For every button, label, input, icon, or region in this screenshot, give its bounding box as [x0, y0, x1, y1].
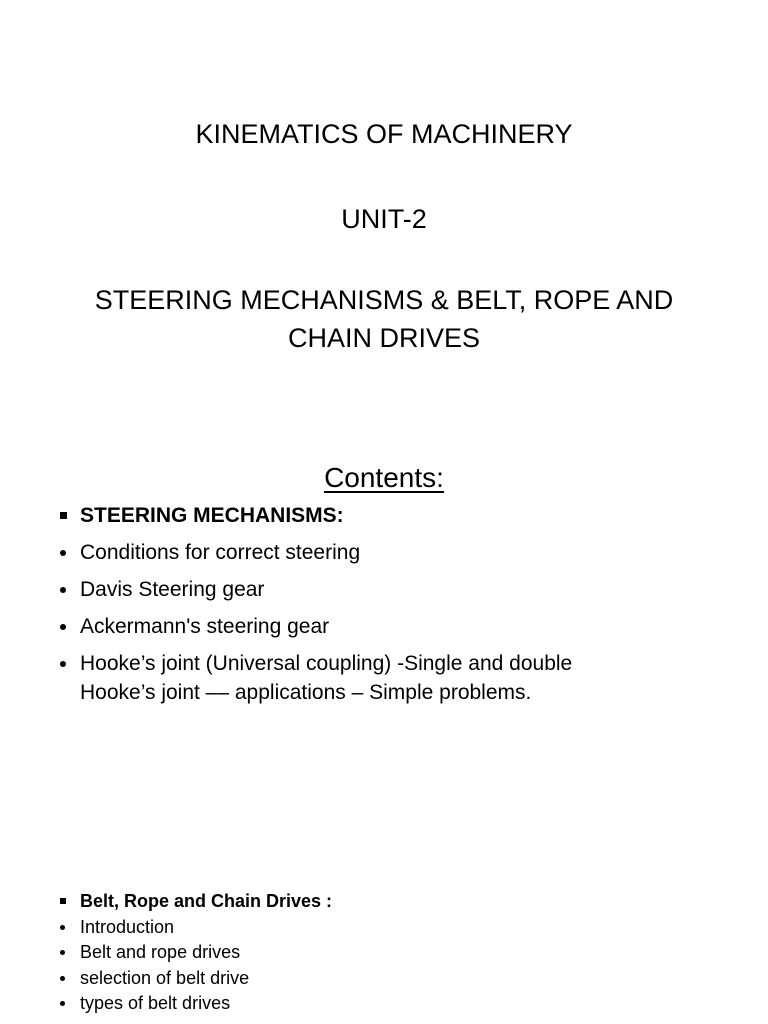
subtitle-line-1: STEERING MECHANISMS & BELT, ROPE AND — [94, 285, 674, 315]
list-item — [0, 966, 768, 992]
bullet-icon — [60, 624, 66, 630]
square-bullet-icon — [60, 898, 66, 904]
bullet-icon — [60, 1001, 65, 1006]
list-item-text: Belt and rope drives — [80, 942, 241, 962]
list-item-text: Davis Steering gear — [80, 578, 265, 601]
list-item-section-heading — [0, 889, 768, 915]
contents-heading: Contents: — [324, 462, 444, 493]
list-item-text: types of belt drives — [80, 993, 231, 1013]
drives-contents-list — [0, 889, 768, 1017]
subtitle — [60, 281, 708, 357]
list-item-text-line-1: Hooke’s joint (Universal coupling) -Single and double — [80, 652, 573, 675]
bullet-icon — [60, 550, 66, 556]
list-item — [0, 575, 768, 604]
list-item — [0, 940, 768, 966]
bullet-icon — [60, 925, 65, 930]
page-title: KINEMATICS OF MACHINERY — [195, 119, 573, 149]
list-item — [0, 915, 768, 941]
list-item-text: Introduction — [80, 916, 175, 937]
list-item — [0, 538, 768, 567]
list-item-text-line-2: Hooke’s joint –– applications – Simple problems. — [80, 681, 532, 704]
list-item-text: Ackermann's steering gear — [80, 615, 330, 638]
subtitle-line-2: CHAIN DRIVES — [287, 323, 481, 353]
bullet-icon — [60, 587, 66, 593]
list-item-text: selection of belt drive — [80, 967, 250, 988]
section-heading-text: STEERING MECHANISMS: — [80, 504, 344, 527]
list-item — [0, 991, 768, 1017]
list-item-text: Conditions for correct steering — [80, 541, 361, 564]
bullet-icon — [60, 950, 65, 955]
list-item-section-heading — [0, 501, 768, 530]
list-item — [0, 612, 768, 641]
square-bullet-icon — [60, 512, 67, 519]
bullet-icon — [60, 976, 65, 981]
bullet-icon — [60, 661, 66, 667]
unit-label: UNIT-2 — [341, 204, 427, 234]
steering-contents-list — [0, 501, 768, 715]
section-heading-text: Belt, Rope and Chain Drives : — [80, 891, 333, 911]
list-item — [0, 649, 768, 707]
